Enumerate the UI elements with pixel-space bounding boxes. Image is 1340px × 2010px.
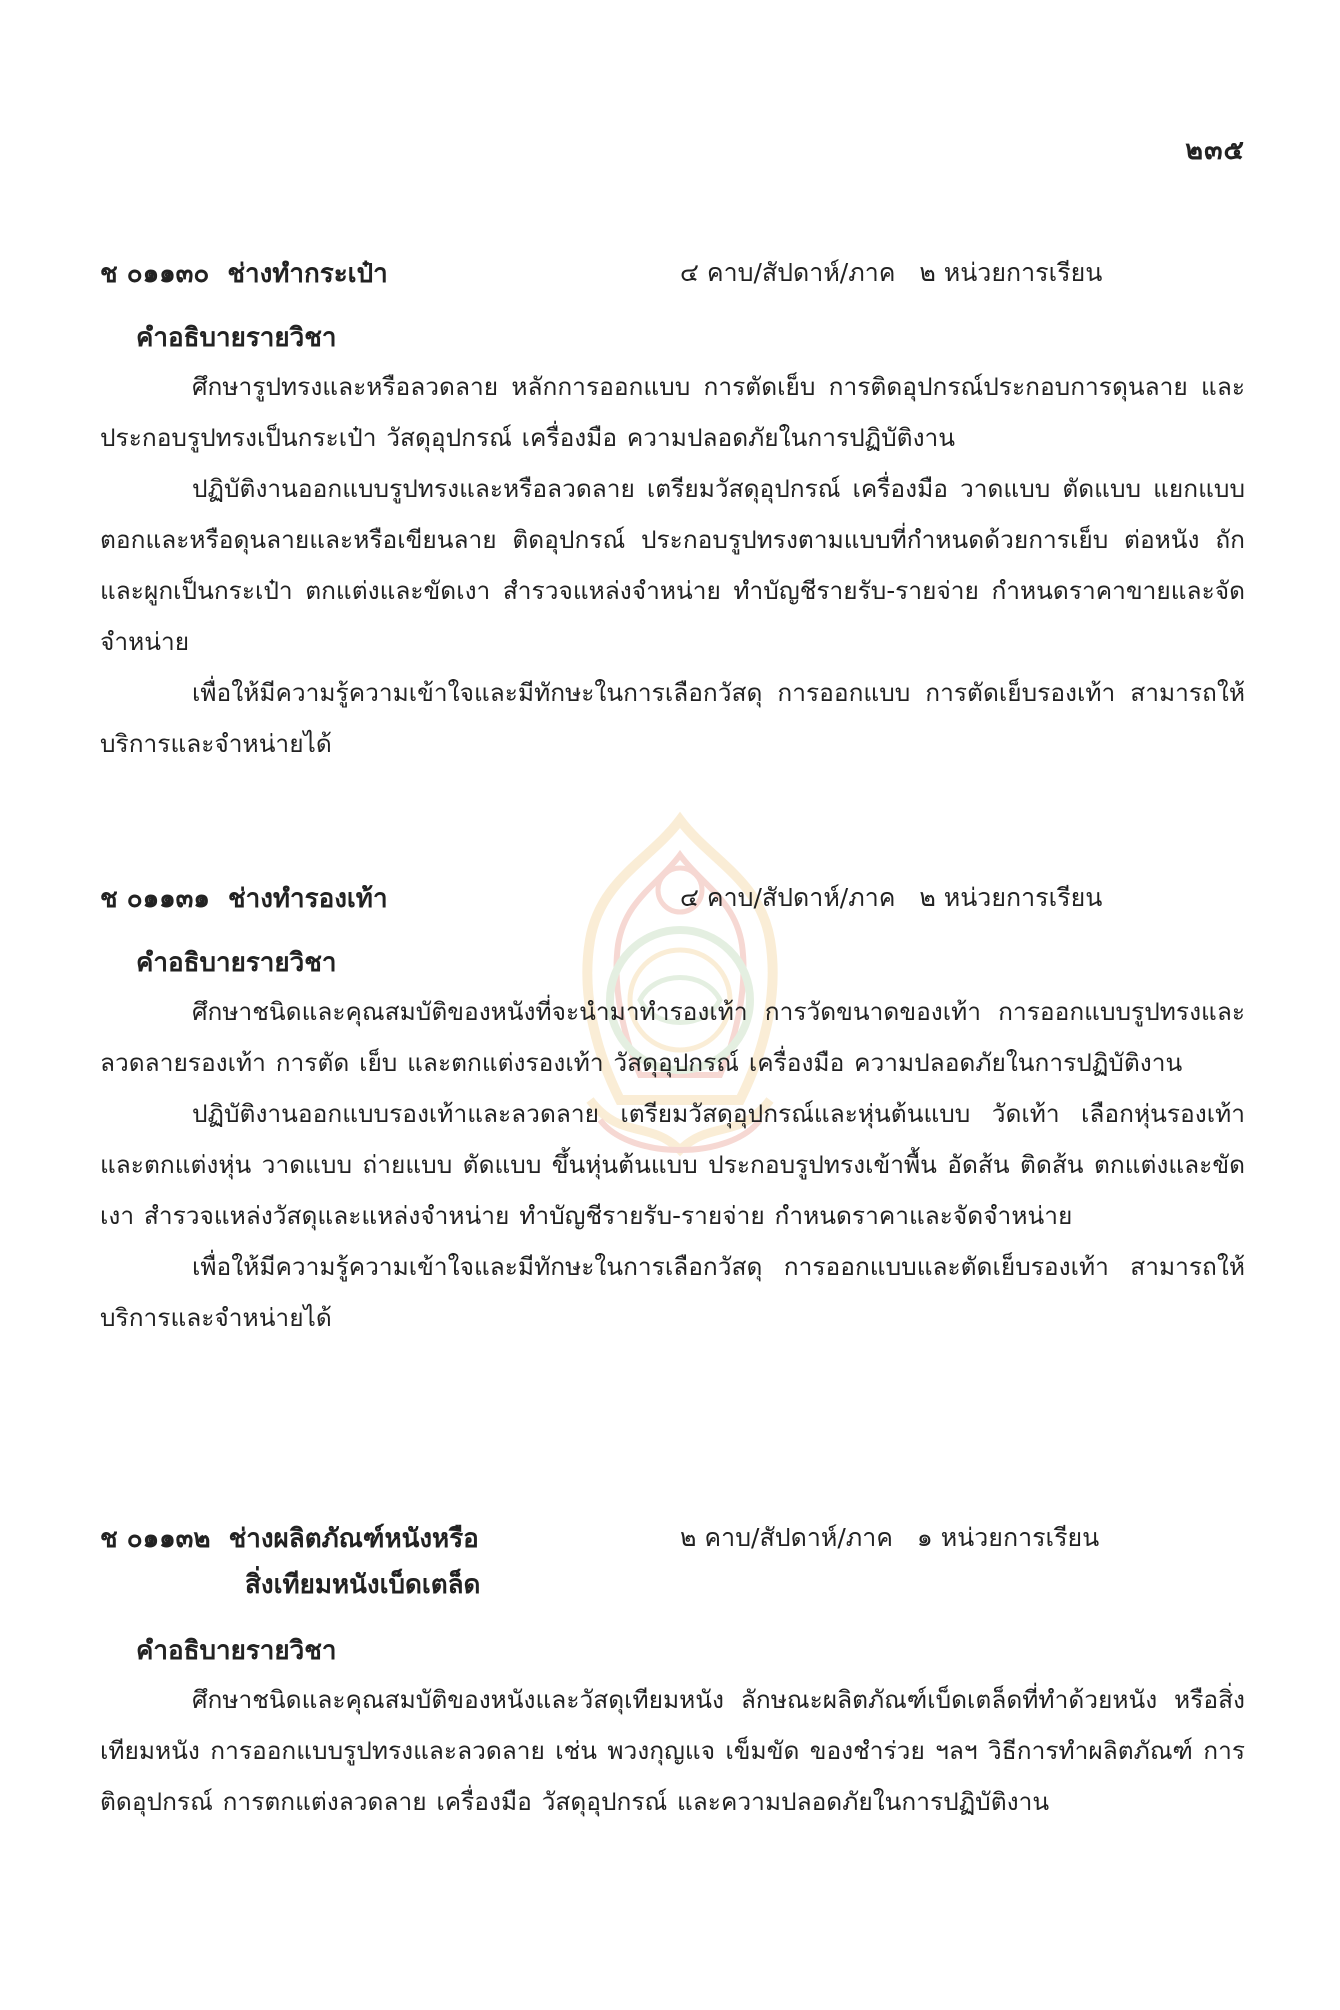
practice-paragraph: ปฏิบัติงานออกแบบรองเท้าและลวดลาย เตรียมวัสดุอุปกรณ์และหุ่นต้นแบบ วัดเท้า เลือกหุ่นรองเท้าและตกแต่งหุ่น วาดแบบ ถ่ายแบบ ตัดแบบ ขึ้นหุ่นต้นแบบ ประกอบรูปทรงเข้าพื้น อัดส้น ติดส้น ตกแต่งและขัดเงา สำรวจแหล่งวัสดุและแหล่งจำหน่าย ทำบัญชีรายรับ-รายจ่าย กำหนดราคาและจัดจำหน่าย bbox=[100, 1099, 1245, 1230]
course-code: ช ๐๑๑๓๑ bbox=[100, 884, 210, 914]
course-hours: ๒ คาบ/สัปดาห์/ภาค bbox=[680, 1523, 894, 1552]
course-header bbox=[100, 1518, 1245, 1610]
description-heading: คำอธิบายรายวิชา bbox=[136, 323, 337, 353]
course-code-line bbox=[100, 878, 388, 919]
course-title-line2: สิ่งเทียมหนังเบ็ดเตล็ด bbox=[245, 1570, 481, 1600]
course-hours: ๔ คาบ/สัปดาห์/ภาค bbox=[680, 258, 896, 287]
course-header bbox=[100, 253, 1245, 297]
course-hours-line bbox=[680, 878, 1102, 918]
course-code-line bbox=[100, 253, 388, 294]
course-hours-line bbox=[680, 1518, 1099, 1558]
course-credits: ๒ หน่วยการเรียน bbox=[919, 883, 1103, 912]
course-hours: ๔ คาบ/สัปดาห์/ภาค bbox=[680, 883, 896, 912]
description-paragraph: ศึกษารูปทรงและหรือลวดลาย หลักการออกแบบ การตัดเย็บ การติดอุปกรณ์ประกอบการดุนลาย และประกอบรูปทรงเป็นกระเป๋า วัสดุอุปกรณ์ เครื่องมือ ความปลอดภัยในการปฏิบัติงาน bbox=[100, 372, 1245, 452]
course-title: ช่างทำรองเท้า bbox=[227, 884, 388, 914]
course-code-line bbox=[100, 1518, 479, 1559]
page-number: ๒๓๕ bbox=[1185, 135, 1245, 166]
course-code: ช ๐๑๑๓๐ bbox=[100, 259, 210, 289]
course-code: ช ๐๑๑๓๒ bbox=[100, 1524, 211, 1554]
course-credits: ๑ หน่วยการเรียน bbox=[916, 1523, 1100, 1552]
description-heading: คำอธิบายรายวิชา bbox=[136, 948, 337, 978]
course-section-1 bbox=[100, 253, 1245, 769]
course-section-2 bbox=[100, 878, 1245, 1343]
course-hours-line bbox=[680, 253, 1102, 293]
description-paragraph: ศึกษาชนิดและคุณสมบัติของหนังและวัสดุเทียมหนัง ลักษณะผลิตภัณฑ์เบ็ดเตล็ดที่ทำด้วยหนัง หรือสิ่งเทียมหนัง การออกแบบรูปทรงและลวดลาย เช่น พวงกุญแจ เข็มขัด ของชำร่วย ฯลฯ วิธีการทำผลิตภัณฑ์ การติดอุปกรณ์ การตกแต่งลวดลาย เครื่องมือ วัสดุอุปกรณ์ และความปลอดภัยในการปฏิบัติงาน bbox=[100, 1685, 1245, 1816]
practice-paragraph: ปฏิบัติงานออกแบบรูปทรงและหรือลวดลาย เตรียมวัสดุอุปกรณ์ เครื่องมือ วาดแบบ ตัดแบบ แยกแบบ ตอกและหรือดุนลายและหรือเขียนลาย ติดอุปกรณ์ ประกอบรูปทรงตามแบบที่กำหนดด้วยการเย็บ ต่อหนัง ถัก และผูกเป็นกระเป๋า ตกแต่งและขัดเงา สำรวจแหล่งจำหน่าย ทำบัญชีรายรับ-รายจ่าย กำหนดราคาขายและจัดจำหน่าย bbox=[100, 474, 1245, 656]
course-title: ช่างผลิตภัณฑ์หนังหรือ bbox=[228, 1524, 479, 1554]
course-header bbox=[100, 878, 1245, 922]
course-section-3 bbox=[100, 1518, 1245, 1827]
objective-paragraph: เพื่อให้มีความรู้ความเข้าใจและมีทักษะในการเลือกวัสดุ การออกแบบ การตัดเย็บรองเท้า สามารถให้บริการและจำหน่ายได้ bbox=[100, 678, 1245, 758]
objective-paragraph: เพื่อให้มีความรู้ความเข้าใจและมีทักษะในการเลือกวัสดุ การออกแบบและตัดเย็บรองเท้า สามารถให้บริการและจำหน่ายได้ bbox=[100, 1252, 1245, 1332]
description-paragraph: ศึกษาชนิดและคุณสมบัติของหนังที่จะนำมาทำรองเท้า การวัดขนาดของเท้า การออกแบบรูปทรงและลวดลายรองเท้า การตัด เย็บ และตกแต่งรองเท้า วัสดุอุปกรณ์ เครื่องมือ ความปลอดภัยในการปฏิบัติงาน bbox=[100, 997, 1245, 1077]
course-credits: ๒ หน่วยการเรียน bbox=[919, 258, 1103, 287]
description-heading: คำอธิบายรายวิชา bbox=[136, 1636, 337, 1666]
course-title: ช่างทำกระเป๋า bbox=[227, 259, 388, 289]
